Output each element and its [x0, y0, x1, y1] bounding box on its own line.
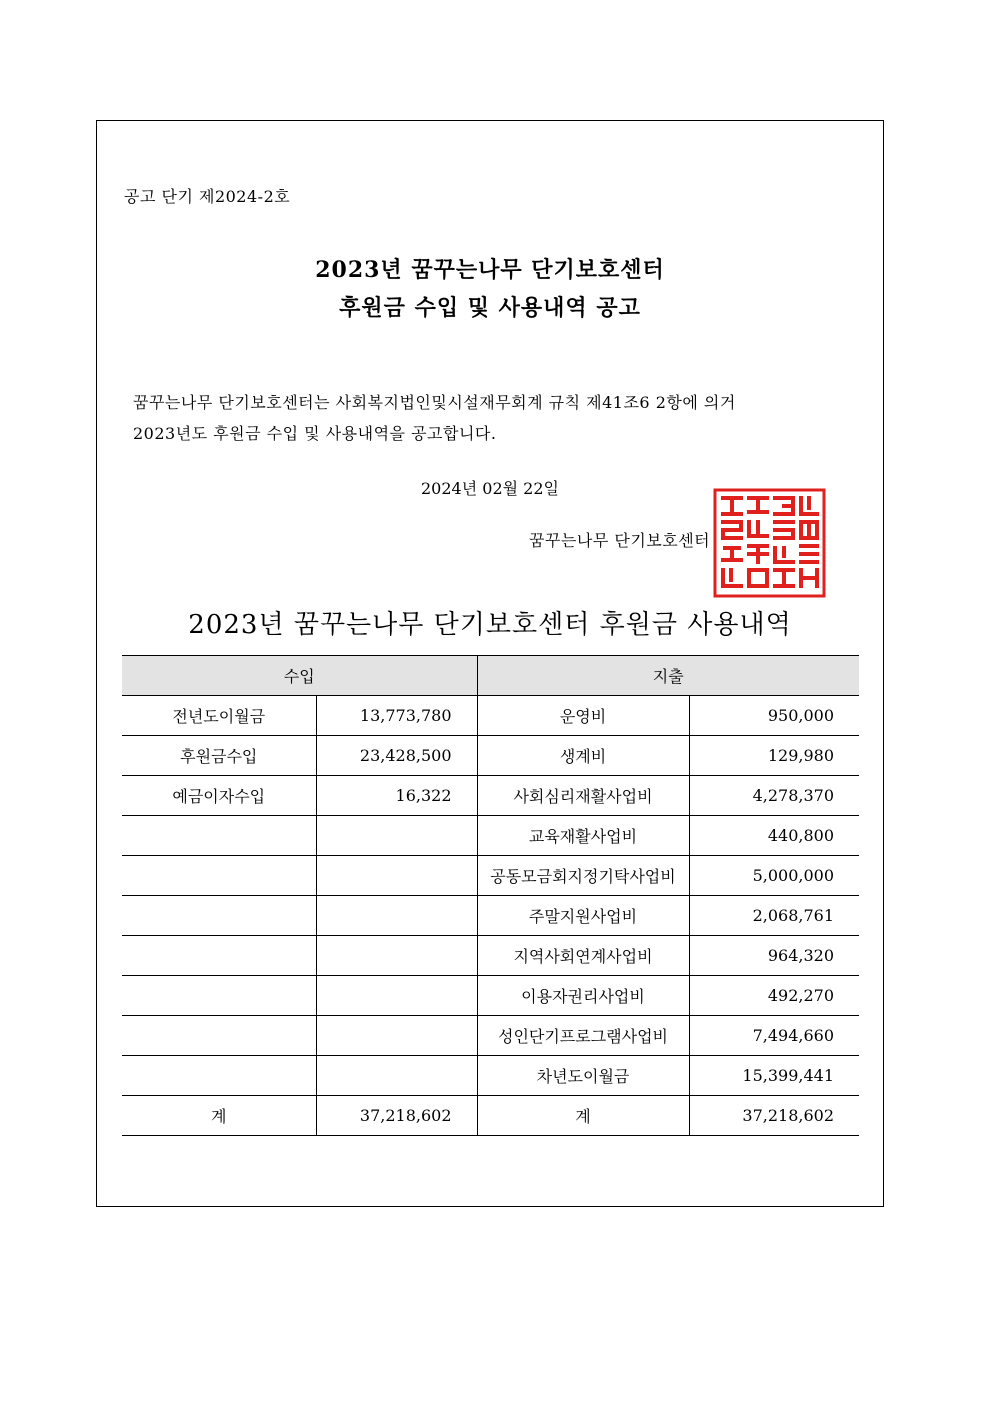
expense-amount: 950,000	[689, 696, 859, 736]
notice-date: 2024년 02월 22일	[421, 479, 559, 498]
table-row	[122, 896, 859, 936]
table-row	[122, 1016, 859, 1056]
expense-total-label: 계	[477, 1096, 689, 1136]
income-amount	[316, 856, 477, 896]
expense-amount: 15,399,441	[689, 1056, 859, 1096]
expense-label: 주말지원사업비	[477, 896, 689, 936]
income-label	[122, 816, 316, 856]
organization-name: 꿈꾸는나무 단기보호센터	[529, 531, 711, 550]
expense-label: 공동모금회지정기탁사업비	[477, 856, 689, 896]
table-row	[122, 936, 859, 976]
expense-label: 지역사회연계사업비	[477, 936, 689, 976]
table-row	[122, 1056, 859, 1096]
income-amount: 16,322	[316, 776, 477, 816]
expense-label: 교육재활사업비	[477, 816, 689, 856]
expense-amount: 129,980	[689, 736, 859, 776]
income-amount	[316, 1056, 477, 1096]
table-header-row	[122, 656, 859, 696]
body-text-line-2: 2023년도 후원금 수입 및 사용내역을 공고합니다.	[133, 424, 497, 443]
expense-amount: 492,270	[689, 976, 859, 1016]
income-amount	[316, 1016, 477, 1056]
expense-label: 이용자권리사업비	[477, 976, 689, 1016]
income-amount	[316, 936, 477, 976]
notice-number: 공고 단기 제2024-2호	[124, 187, 291, 206]
official-seal-icon	[713, 488, 826, 598]
expense-amount: 964,320	[689, 936, 859, 976]
income-label: 전년도이월금	[122, 696, 316, 736]
table-row	[122, 736, 859, 776]
income-amount	[316, 816, 477, 856]
expense-amount: 5,000,000	[689, 856, 859, 896]
expense-amount: 440,800	[689, 816, 859, 856]
expense-amount: 4,278,370	[689, 776, 859, 816]
income-amount	[316, 976, 477, 1016]
expense-total-amount: 37,218,602	[689, 1096, 859, 1136]
income-total-amount: 37,218,602	[316, 1096, 477, 1136]
table-row	[122, 976, 859, 1016]
income-label: 후원금수입	[122, 736, 316, 776]
table-row	[122, 696, 859, 736]
income-label	[122, 896, 316, 936]
expense-label: 사회심리재활사업비	[477, 776, 689, 816]
expense-label: 성인단기프로그램사업비	[477, 1016, 689, 1056]
income-label	[122, 856, 316, 896]
income-amount: 23,428,500	[316, 736, 477, 776]
table-row	[122, 856, 859, 896]
income-amount	[316, 896, 477, 936]
header-expense: 지출	[477, 656, 859, 696]
income-label: 예금이자수입	[122, 776, 316, 816]
body-text-line-1: 꿈꾸는나무 단기보호센터는 사회복지법인및시설재무회계 규칙 제41조6 2항에 의거	[133, 393, 736, 412]
title-line-2: 후원금 수입 및 사용내역 공고	[339, 295, 641, 321]
income-amount: 13,773,780	[316, 696, 477, 736]
table-title: 2023년 꿈꾸는나무 단기보호센터 후원금 사용내역	[188, 610, 792, 640]
expense-label: 생계비	[477, 736, 689, 776]
table-row	[122, 816, 859, 856]
table-total-row	[122, 1096, 859, 1136]
table-row	[122, 776, 859, 816]
title-line-1: 2023년 꿈꾸는나무 단기보호센터	[315, 257, 665, 283]
income-total-label: 계	[122, 1096, 316, 1136]
expense-amount: 2,068,761	[689, 896, 859, 936]
sponsorship-table	[122, 655, 859, 1136]
income-label	[122, 1016, 316, 1056]
income-label	[122, 936, 316, 976]
expense-amount: 7,494,660	[689, 1016, 859, 1056]
expense-label: 차년도이월금	[477, 1056, 689, 1096]
header-income: 수입	[122, 656, 477, 696]
income-label	[122, 976, 316, 1016]
expense-label: 운영비	[477, 696, 689, 736]
income-label	[122, 1056, 316, 1096]
